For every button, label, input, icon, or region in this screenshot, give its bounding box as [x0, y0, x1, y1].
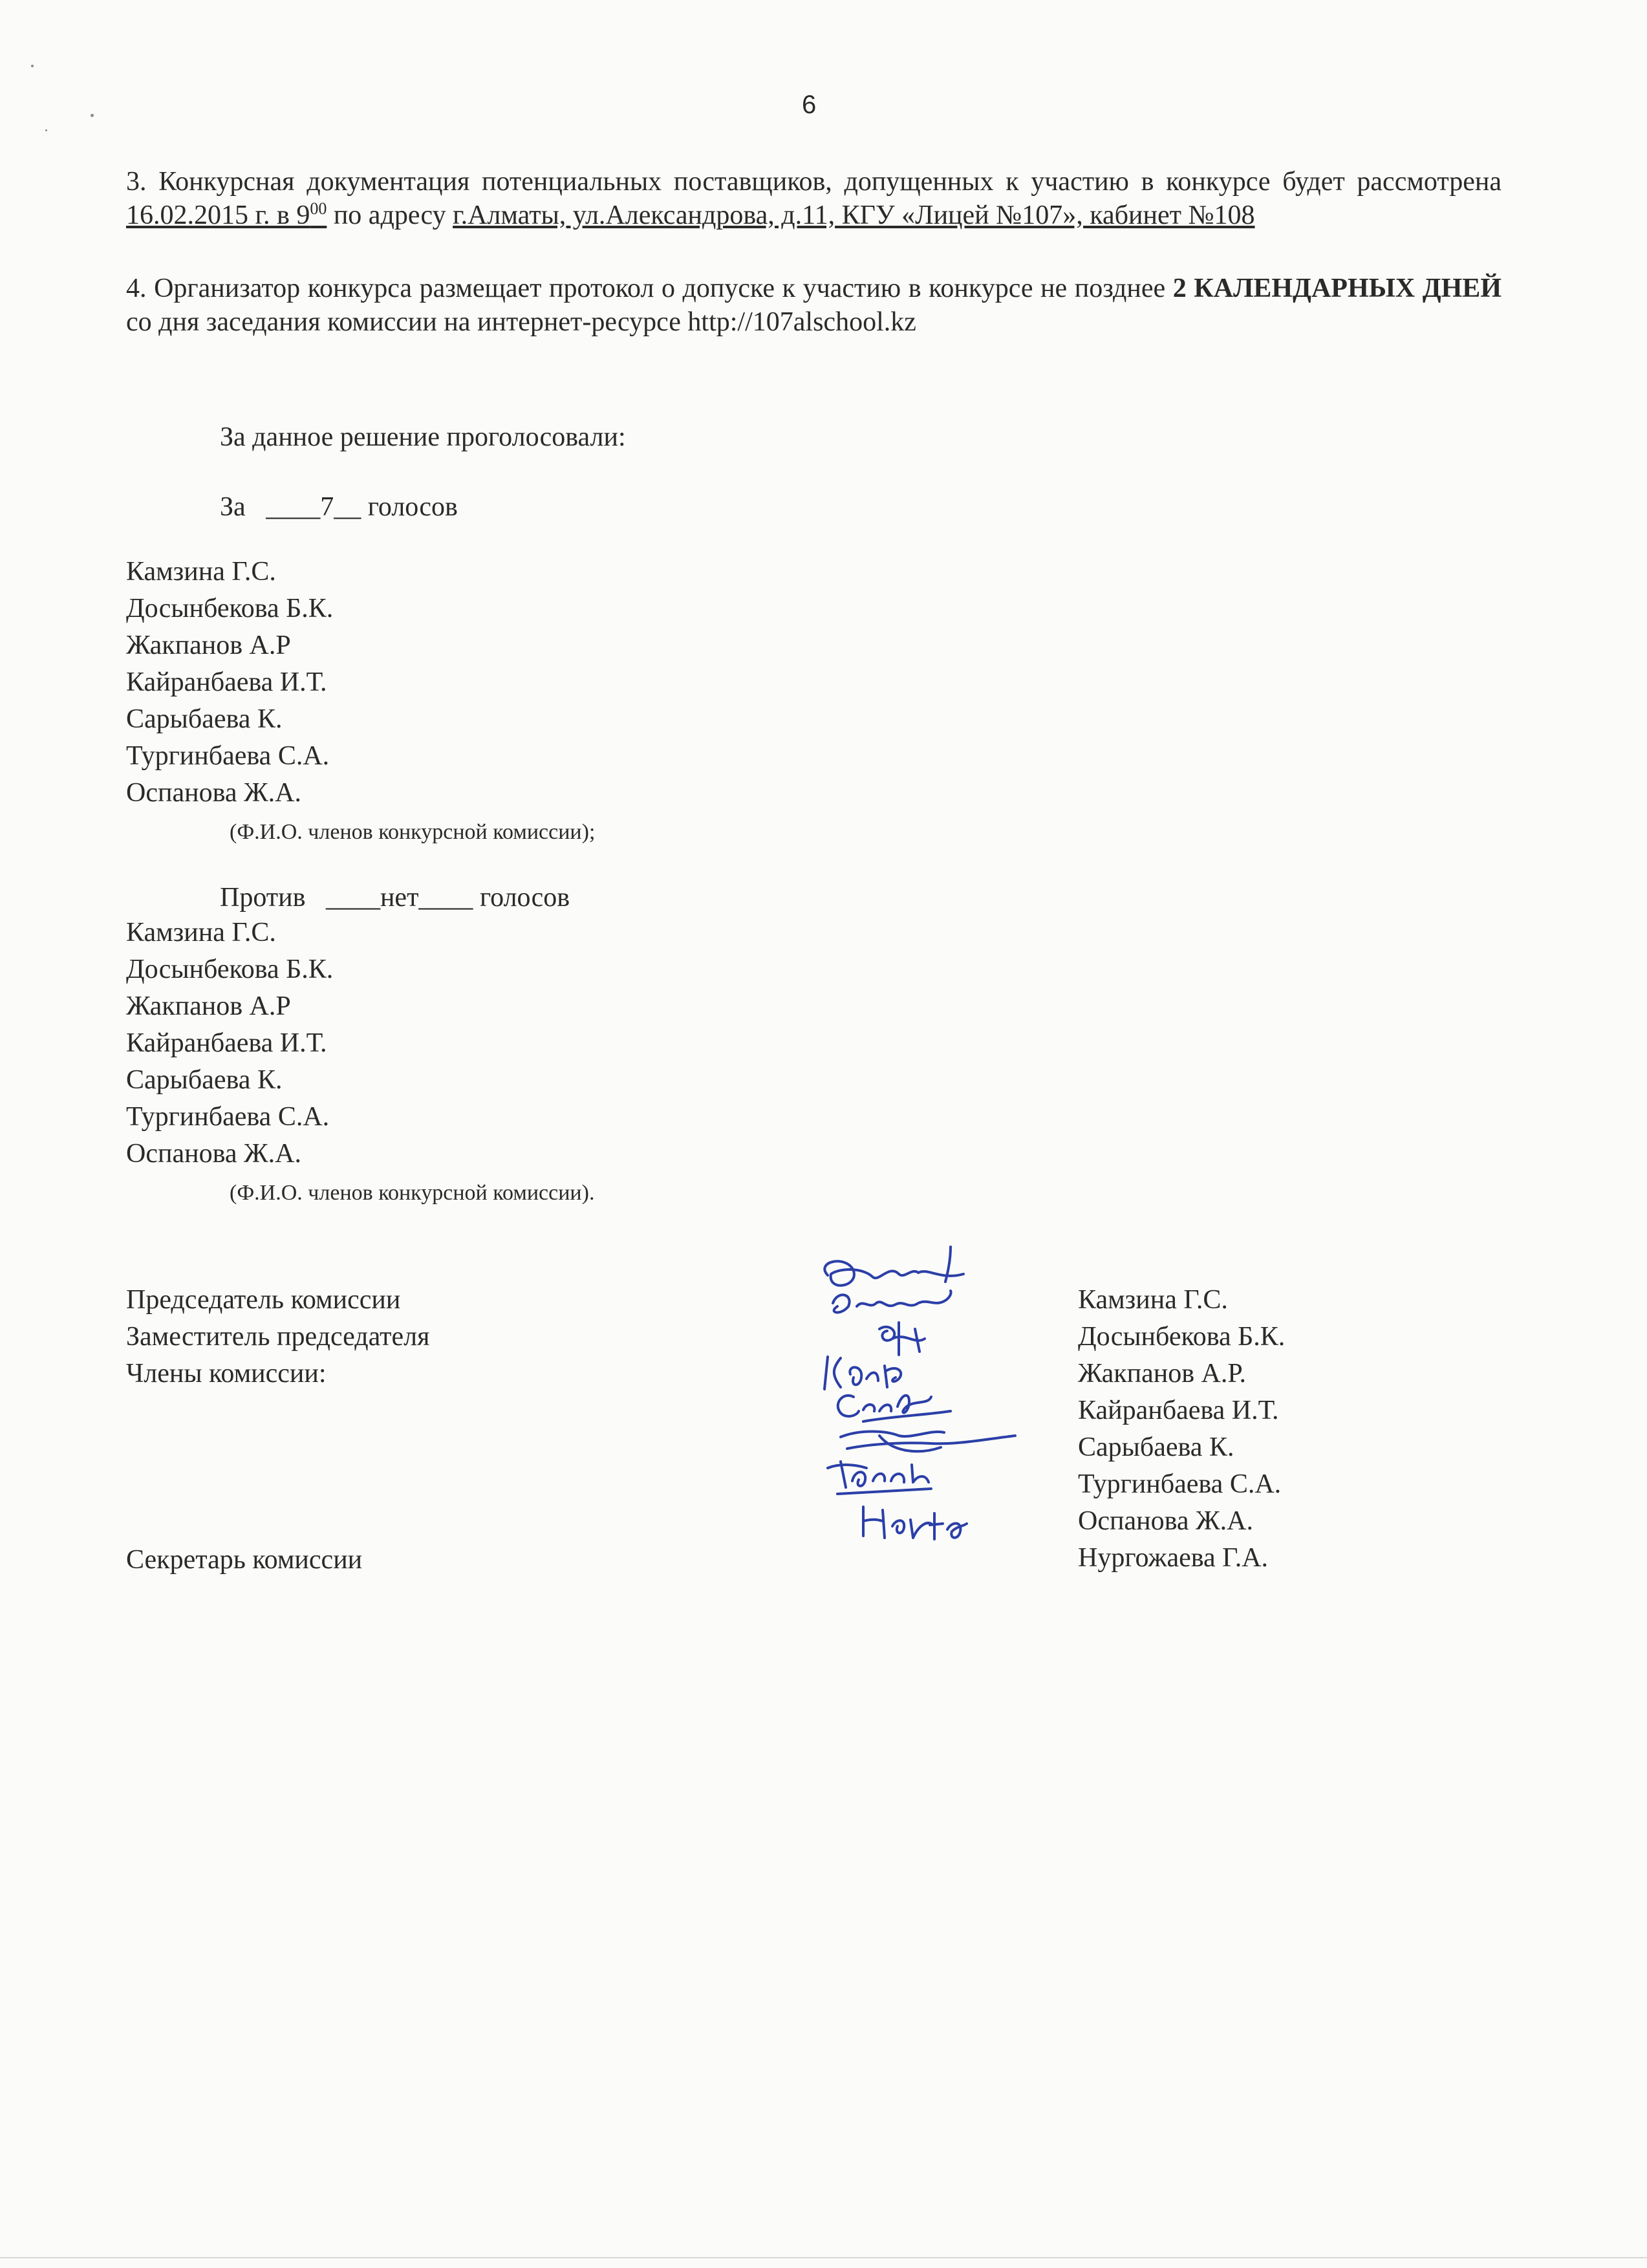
for-count: ____7__: [266, 492, 361, 522]
signature-member-3: [838, 1396, 951, 1421]
signature-chair: [824, 1247, 963, 1286]
for-votes-line: [220, 490, 458, 524]
signatory-name: Оспанова Ж.А.: [1078, 1506, 1253, 1536]
signatory-name: Тургинбаева С.А.: [1078, 1469, 1282, 1499]
item-3-address: г.Алматы, ул.Александрова, д.11, КГУ «Лицей №107», кабинет №108: [453, 200, 1255, 230]
item-3-text-2: по адресу: [333, 200, 446, 230]
item-3-paragraph: [126, 165, 1502, 232]
signatory-name: Нургожаева Г.А.: [1078, 1543, 1269, 1573]
list-item: Тургинбаева С.А.: [126, 1102, 330, 1132]
role-secretary: Секретарь комиссии: [126, 1545, 363, 1575]
role-chair: Председатель комиссии: [126, 1285, 401, 1315]
item-3-date: [126, 200, 327, 230]
signature-secretary: [863, 1507, 967, 1539]
item-3-number: 3.: [126, 167, 147, 197]
scan-speck: [45, 129, 47, 131]
signature-member-2: [824, 1357, 901, 1389]
item-3-date-text: 16.02.2015 г. в 9: [126, 200, 310, 230]
signatory-name: Сарыбаева К.: [1078, 1432, 1234, 1462]
scan-speck: [91, 114, 94, 117]
item-4-bold-deadline: 2 КАЛЕНДАРНЫХ ДНЕЙ: [1172, 274, 1502, 303]
for-label: За: [220, 492, 246, 522]
signatory-names: [1078, 1282, 1285, 1577]
against-suffix: голосов: [479, 883, 570, 913]
scan-speck: [31, 65, 34, 67]
handwritten-signatures: [802, 1242, 1086, 1604]
against-members-list: [126, 914, 333, 1172]
list-item: Камзина Г.С.: [126, 557, 276, 587]
list-item: Сарыбаева К.: [126, 1065, 283, 1095]
against-caption: (Ф.И.О. членов конкурсной комиссии).: [230, 1181, 595, 1205]
signature-member-4: [841, 1432, 1015, 1452]
list-item: Кайранбаева И.Т.: [126, 1028, 327, 1058]
signature-member-5: [828, 1462, 931, 1494]
list-item: Кайранбаева И.Т.: [126, 667, 327, 697]
list-item: Сарыбаева К.: [126, 704, 283, 734]
role-members: Члены комиссии:: [126, 1359, 327, 1388]
for-members-list: [126, 554, 333, 812]
signature-deputy: [833, 1291, 951, 1312]
against-count: ____нет____: [325, 883, 473, 913]
item-4-paragraph: [126, 272, 1502, 339]
page-bottom-edge: [0, 2257, 1647, 2258]
signatory-name: Кайранбаева И.Т.: [1078, 1396, 1279, 1425]
page-number: 6: [802, 91, 817, 119]
role-deputy: Заместитель председателя: [126, 1322, 430, 1352]
list-item: Досынбекова Б.К.: [126, 594, 334, 623]
list-item: Оспанова Ж.А.: [126, 778, 301, 808]
item-4-number: 4.: [126, 274, 147, 303]
against-label: Против: [220, 883, 306, 913]
list-item: Жакпанов А.Р: [126, 991, 291, 1021]
item-3-time-superscript: 00: [310, 199, 327, 218]
list-item: Тургинбаева С.А.: [126, 741, 330, 771]
for-suffix: голосов: [367, 492, 458, 522]
item-4-text: Организатор конкурса размещает протокол о допуске к участию в конкурсе не позднее: [154, 274, 1166, 303]
item-3-text: Конкурсная документация потенциальных поставщиков, допущенных к участию в конкурсе будет рассмотрена: [158, 167, 1502, 197]
vote-intro: За данное решение проголосовали:: [220, 422, 626, 452]
for-caption: (Ф.И.О. членов конкурсной комиссии);: [230, 820, 596, 844]
signatory-name: Камзина Г.С.: [1078, 1285, 1228, 1315]
item-4-text-2: со дня заседания комиссии на интернет-ресурсе http://107alschool.kz: [126, 307, 916, 337]
list-item: Досынбекова Б.К.: [126, 955, 334, 984]
signatory-name: Досынбекова Б.К.: [1078, 1322, 1286, 1352]
list-item: Камзина Г.С.: [126, 918, 276, 947]
signatory-name: Жакпанов А.Р.: [1078, 1359, 1246, 1388]
list-item: Жакпанов А.Р: [126, 631, 291, 660]
signature-member-1: [879, 1323, 925, 1355]
list-item: Оспанова Ж.А.: [126, 1139, 301, 1169]
against-votes-line: [220, 881, 570, 914]
